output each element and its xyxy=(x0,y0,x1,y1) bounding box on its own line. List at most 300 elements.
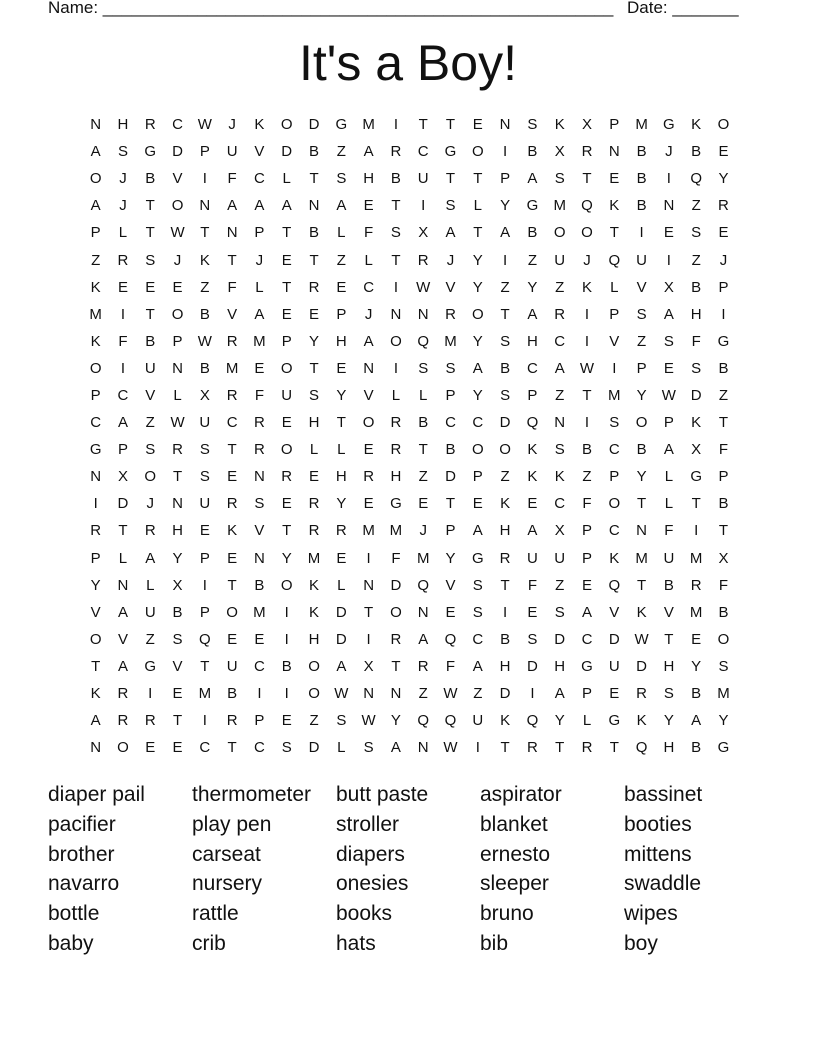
grid-letter: N xyxy=(254,549,265,567)
grid-letter: H xyxy=(335,332,347,350)
grid-letter: B xyxy=(527,224,538,242)
grid-letter: R xyxy=(526,739,538,757)
grid-letter: L xyxy=(610,278,619,296)
grid-letter: Y xyxy=(691,657,702,675)
grid-letter: T xyxy=(391,197,401,215)
grid-letter: E xyxy=(227,549,238,567)
grid-letter: L xyxy=(473,197,482,215)
grid-letter: K xyxy=(254,116,265,134)
grid-letter: A xyxy=(227,197,238,215)
grid-letter: N xyxy=(254,468,265,486)
grid-letter: N xyxy=(90,468,102,486)
letter-grid xyxy=(82,111,737,761)
grid-letter: D xyxy=(499,414,511,432)
grid-letter: P xyxy=(172,332,183,350)
grid-letter: M xyxy=(608,386,621,404)
grid-letter: E xyxy=(254,630,265,648)
grid-letter: J xyxy=(446,251,455,269)
grid-letter: M xyxy=(635,116,648,134)
grid-letter: T xyxy=(145,305,155,323)
grid-letter: O xyxy=(89,170,102,188)
grid-letter: Q xyxy=(635,739,648,757)
grid-letter: T xyxy=(500,739,510,757)
grid-letter: G xyxy=(717,739,730,757)
grid-letter: N xyxy=(226,224,238,242)
grid-letter: Q xyxy=(417,332,430,350)
grid-letter: H xyxy=(499,522,511,540)
grid-letter: G xyxy=(335,116,348,134)
grid-letter: A xyxy=(254,197,265,215)
grid-letter: B xyxy=(172,603,183,621)
grid-letter: U xyxy=(144,359,156,377)
grid-letter: D xyxy=(554,630,566,648)
grid-letter: R xyxy=(226,495,238,513)
grid-letter: I xyxy=(694,522,699,540)
grid-letter: S xyxy=(117,143,128,161)
grid-letter: S xyxy=(472,603,483,621)
grid-letter: M xyxy=(198,685,212,703)
grid-letter: W xyxy=(661,386,676,404)
grid-letter: H xyxy=(663,739,675,757)
grid-letter: R xyxy=(390,630,402,648)
grid-letter: T xyxy=(473,170,483,188)
grid-letter: N xyxy=(199,197,211,215)
word-list-item: hats xyxy=(336,931,376,955)
grid-letter: T xyxy=(282,522,292,540)
grid-letter: Z xyxy=(336,143,346,161)
grid-letter: T xyxy=(200,224,210,242)
grid-letter: U xyxy=(663,549,675,567)
header xyxy=(48,0,776,20)
grid-letter: R xyxy=(417,657,429,675)
grid-letter: R xyxy=(117,251,129,269)
grid-letter: P xyxy=(609,305,620,323)
grid-letter: G xyxy=(444,143,457,161)
page-title: It's a Boy! xyxy=(299,35,517,91)
grid-letter: C xyxy=(554,495,566,513)
grid-letter: Y xyxy=(527,278,538,296)
grid-letter: S xyxy=(309,386,320,404)
grid-letter: N xyxy=(417,305,429,323)
grid-letter: D xyxy=(608,630,620,648)
grid-letter: A xyxy=(554,359,565,377)
grid-letter: F xyxy=(718,441,729,459)
word-list-item: ernesto xyxy=(480,842,551,866)
grid-letter: K xyxy=(636,603,647,621)
grid-letter: F xyxy=(582,495,592,513)
grid-letter: Y xyxy=(90,576,101,594)
grid-letter: A xyxy=(445,224,456,242)
grid-letter: R xyxy=(226,386,238,404)
grid-letter: T xyxy=(418,441,428,459)
grid-letter: R xyxy=(390,414,402,432)
grid-letter: O xyxy=(717,116,730,134)
grid-letter: P xyxy=(718,468,729,486)
grid-letter: N xyxy=(636,522,647,540)
grid-letter: G xyxy=(390,495,402,513)
grid-letter: N xyxy=(363,359,375,377)
grid-letter: R xyxy=(254,414,265,432)
grid-letter: N xyxy=(117,576,129,594)
name-field-label: Name: ______________________________________________________ xyxy=(48,0,614,17)
grid-letter: U xyxy=(199,414,211,432)
grid-letter: T xyxy=(637,495,647,513)
grid-letter: R xyxy=(226,712,238,730)
grid-letter: V xyxy=(609,603,620,621)
grid-letter: T xyxy=(227,739,237,757)
grid-letter: A xyxy=(117,603,128,621)
grid-letter: I xyxy=(93,495,98,513)
grid-letter: W xyxy=(197,116,212,134)
word-list-item: aspirator xyxy=(480,783,562,806)
grid-letter: Z xyxy=(418,468,428,486)
grid-letter: T xyxy=(391,657,401,675)
grid-letter: O xyxy=(280,441,293,459)
grid-letter: O xyxy=(308,657,320,675)
grid-letter: D xyxy=(308,739,320,757)
grid-letter: J xyxy=(665,143,673,161)
grid-letter: A xyxy=(527,170,538,188)
grid-letter: G xyxy=(717,332,730,350)
grid-letter: S xyxy=(527,630,538,648)
grid-letter: I xyxy=(393,278,398,296)
grid-letter: B xyxy=(691,278,702,296)
grid-letter: T xyxy=(282,278,292,296)
grid-letter: J xyxy=(364,305,373,323)
grid-letter: U xyxy=(636,251,647,269)
grid-letter: C xyxy=(417,143,429,161)
grid-letter: C xyxy=(472,630,484,648)
grid-letter: I xyxy=(257,685,262,703)
grid-letter: R xyxy=(390,143,402,161)
grid-letter: A xyxy=(472,522,483,540)
grid-letter: C xyxy=(254,657,265,675)
grid-letter: S xyxy=(445,197,456,215)
grid-letter: Y xyxy=(636,468,647,486)
grid-letter: T xyxy=(391,251,401,269)
grid-letter: I xyxy=(666,170,671,188)
grid-letter: T xyxy=(172,468,183,486)
grid-letter: D xyxy=(117,495,129,513)
grid-letter: R xyxy=(445,305,456,323)
grid-letter: K xyxy=(554,468,565,486)
grid-letter: S xyxy=(500,386,511,404)
grid-letter: P xyxy=(199,549,210,567)
grid-letter: L xyxy=(582,712,592,730)
grid-letter: Y xyxy=(472,332,483,350)
grid-letter: M xyxy=(553,197,566,215)
grid-letter: H xyxy=(172,522,183,540)
grid-letter: M xyxy=(635,549,648,567)
grid-letter: S xyxy=(718,657,729,675)
grid-letter: I xyxy=(202,712,207,730)
grid-letter: Q xyxy=(417,576,430,594)
grid-letter: U xyxy=(199,495,211,513)
grid-letter: M xyxy=(689,549,703,567)
grid-letter: P xyxy=(90,224,101,242)
grid-letter: T xyxy=(664,630,674,648)
grid-letter: Q xyxy=(526,712,539,730)
grid-letter: A xyxy=(691,712,702,730)
grid-letter: E xyxy=(281,712,292,730)
grid-letter: Y xyxy=(445,549,456,567)
grid-letter: Y xyxy=(390,712,401,730)
grid-letter: R xyxy=(581,739,593,757)
grid-letter: R xyxy=(117,685,129,703)
grid-letter: D xyxy=(308,116,320,134)
grid-letter: E xyxy=(281,495,292,513)
grid-letter: E xyxy=(527,495,538,513)
grid-letter: E xyxy=(691,630,702,648)
grid-letter: N xyxy=(554,414,566,432)
grid-letter: S xyxy=(172,630,183,648)
grid-letter: A xyxy=(554,685,565,703)
grid-letter: P xyxy=(445,522,456,540)
grid-letter: T xyxy=(91,657,101,675)
grid-letter: N xyxy=(363,576,375,594)
grid-letter: E xyxy=(172,278,183,296)
grid-letter: T xyxy=(637,576,647,594)
grid-letter: J xyxy=(228,116,236,134)
grid-letter: D xyxy=(690,386,702,404)
grid-letter: B xyxy=(227,685,238,703)
grid-letter: R xyxy=(718,197,729,215)
grid-letter: R xyxy=(690,576,702,594)
grid-letter: R xyxy=(335,522,347,540)
grid-letter: K xyxy=(609,197,620,215)
grid-letter: S xyxy=(445,359,456,377)
grid-letter: I xyxy=(393,116,398,134)
grid-letter: C xyxy=(254,739,265,757)
grid-letter: T xyxy=(336,414,346,432)
grid-letter: O xyxy=(89,630,102,648)
grid-letter: X xyxy=(718,549,729,567)
grid-letter: E xyxy=(145,739,156,757)
grid-letter: Y xyxy=(309,332,320,350)
grid-letter: W xyxy=(443,739,458,757)
grid-letter: M xyxy=(362,522,375,540)
grid-letter: C xyxy=(608,441,620,459)
grid-letter: D xyxy=(172,143,183,161)
grid-letter: X xyxy=(418,224,429,242)
grid-letter: Z xyxy=(200,278,210,296)
grid-letter: I xyxy=(530,685,535,703)
grid-letter: E xyxy=(418,495,429,513)
grid-letter: K xyxy=(227,522,238,540)
grid-letter: G xyxy=(581,657,593,675)
grid-letter: V xyxy=(254,143,265,161)
grid-letter: T xyxy=(227,251,237,269)
grid-letter: O xyxy=(471,305,484,323)
grid-letter: U xyxy=(554,251,566,269)
grid-letter: M xyxy=(253,603,266,621)
grid-letter: R xyxy=(117,712,129,730)
grid-letter: E xyxy=(172,685,183,703)
grid-letter: D xyxy=(281,143,293,161)
grid-letter: V xyxy=(445,576,456,594)
grid-letter: B xyxy=(718,603,729,621)
grid-letter: B xyxy=(309,224,320,242)
grid-letter: M xyxy=(307,549,321,567)
grid-letter: R xyxy=(308,495,320,513)
grid-letter: X xyxy=(554,143,565,161)
grid-letter: D xyxy=(335,630,347,648)
word-list xyxy=(48,780,768,959)
grid-letter: P xyxy=(527,386,538,404)
word-list-item: crib xyxy=(192,931,226,955)
grid-letter: B xyxy=(418,414,429,432)
grid-letter: N xyxy=(363,685,375,703)
grid-letter: R xyxy=(144,712,156,730)
grid-letter: I xyxy=(366,549,371,567)
grid-letter: S xyxy=(336,170,347,188)
grid-letter: E xyxy=(145,278,156,296)
grid-letter: X xyxy=(199,386,210,404)
grid-letter: L xyxy=(255,278,264,296)
grid-letter: U xyxy=(226,657,238,675)
grid-letter: T xyxy=(609,224,619,242)
word-list-item: boy xyxy=(624,931,658,955)
grid-letter: F xyxy=(254,386,265,404)
grid-letter: P xyxy=(254,712,265,730)
grid-letter: S xyxy=(554,603,565,621)
grid-letter: O xyxy=(280,576,293,594)
grid-letter: T xyxy=(691,495,701,513)
grid-letter: S xyxy=(472,576,483,594)
grid-letter: T xyxy=(582,386,592,404)
word-list-item: play pen xyxy=(192,812,272,836)
grid-letter: U xyxy=(608,657,620,675)
grid-letter: O xyxy=(390,603,402,621)
grid-letter: Z xyxy=(145,630,155,648)
word-list-item: pacifier xyxy=(48,812,116,836)
grid-letter: P xyxy=(445,386,456,404)
grid-letter: U xyxy=(144,603,156,621)
grid-letter: L xyxy=(146,576,155,594)
grid-letter: N xyxy=(417,739,429,757)
grid-letter: S xyxy=(336,712,347,730)
grid-letter: N xyxy=(172,495,183,513)
grid-letter: U xyxy=(281,386,293,404)
grid-letter: Q xyxy=(608,251,621,269)
grid-letter: W xyxy=(170,224,185,242)
grid-letter: B xyxy=(636,197,647,215)
grid-letter: I xyxy=(284,685,289,703)
grid-letter: O xyxy=(390,332,402,350)
grid-letter: E xyxy=(363,441,374,459)
grid-letter: G xyxy=(471,549,484,567)
grid-letter: T xyxy=(445,116,456,134)
grid-letter: G xyxy=(663,116,675,134)
grid-letter: Z xyxy=(637,332,647,350)
grid-letter: O xyxy=(89,359,102,377)
grid-letter: L xyxy=(337,224,346,242)
word-list-item: sleeper xyxy=(480,872,549,896)
grid-letter: B xyxy=(500,630,511,648)
grid-letter: L xyxy=(391,386,401,404)
grid-letter: C xyxy=(526,359,538,377)
grid-letter: X xyxy=(554,522,565,540)
grid-letter: I xyxy=(148,685,153,703)
grid-letter: C xyxy=(445,414,456,432)
grid-letter: B xyxy=(581,441,592,459)
word-list-item: brother xyxy=(48,842,115,866)
grid-letter: I xyxy=(584,305,590,323)
grid-letter: M xyxy=(416,549,430,567)
word-list-item: blanket xyxy=(480,812,548,836)
grid-letter: K xyxy=(90,685,101,703)
grid-letter: P xyxy=(718,278,729,296)
grid-letter: T xyxy=(609,739,619,757)
grid-letter: N xyxy=(390,685,402,703)
grid-letter: H xyxy=(308,630,320,648)
grid-letter: S xyxy=(418,359,429,377)
grid-letter: H xyxy=(363,170,375,188)
grid-letter: I xyxy=(284,630,289,648)
grid-letter: S xyxy=(554,441,565,459)
grid-letter: W xyxy=(579,359,595,377)
grid-letter: I xyxy=(503,251,508,269)
grid-letter: Z xyxy=(418,685,428,703)
grid-letter: R xyxy=(499,549,511,567)
grid-letter: E xyxy=(472,495,483,513)
grid-letter: H xyxy=(390,468,402,486)
grid-letter: E xyxy=(363,495,374,513)
grid-letter: I xyxy=(584,414,590,432)
grid-letter: O xyxy=(553,224,566,242)
grid-letter: C xyxy=(90,414,102,432)
grid-letter: O xyxy=(635,414,648,432)
grid-letter: Y xyxy=(636,386,647,404)
grid-letter: S xyxy=(145,441,156,459)
grid-letter: L xyxy=(309,441,319,459)
grid-letter: K xyxy=(309,576,320,594)
grid-letter: S xyxy=(363,739,374,757)
word-list-item: onesies xyxy=(336,872,409,896)
grid-letter: O xyxy=(226,603,238,621)
grid-letter: L xyxy=(664,468,674,486)
grid-letter: P xyxy=(609,468,620,486)
grid-letter: Y xyxy=(500,197,511,215)
grid-letter: R xyxy=(226,332,238,350)
word-list-item: wipes xyxy=(624,902,678,926)
grid-letter: P xyxy=(336,305,347,323)
grid-letter: V xyxy=(117,630,128,648)
grid-letter: J xyxy=(583,251,591,269)
grid-letter: E xyxy=(472,116,483,134)
grid-letter: P xyxy=(581,549,592,567)
grid-letter: U xyxy=(472,712,484,730)
grid-letter: I xyxy=(120,359,126,377)
grid-letter: Z xyxy=(473,685,483,703)
word-list-item: books xyxy=(336,902,393,926)
grid-letter: B xyxy=(500,359,511,377)
word-list-item: butt paste xyxy=(336,783,429,806)
grid-letter: I xyxy=(202,576,207,594)
word-list-item: mittens xyxy=(624,842,692,866)
grid-letter: U xyxy=(417,170,429,188)
grid-letter: O xyxy=(171,197,184,215)
grid-letter: S xyxy=(636,305,647,323)
word-list-item: diapers xyxy=(336,842,405,866)
grid-letter: T xyxy=(145,197,155,215)
grid-letter: B xyxy=(309,143,320,161)
grid-letter: B xyxy=(254,576,265,594)
grid-letter: Q xyxy=(199,630,211,648)
grid-letter: B xyxy=(691,685,702,703)
grid-letter: K xyxy=(691,414,702,432)
grid-letter: F xyxy=(718,576,729,594)
